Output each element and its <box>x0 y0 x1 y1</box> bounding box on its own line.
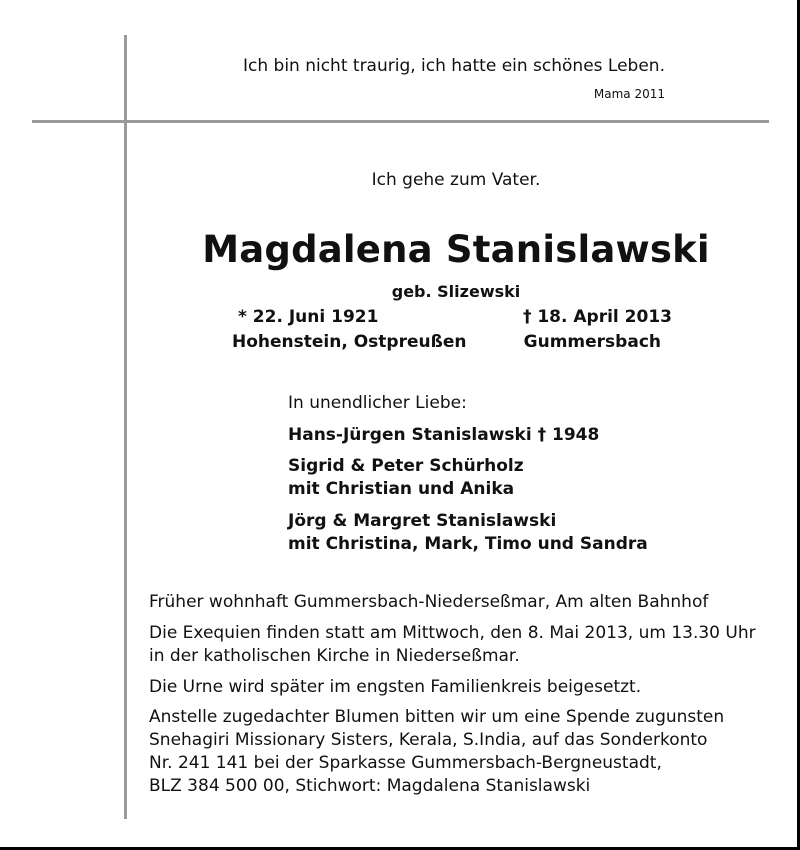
maiden-name: geb. Slizewski <box>391 282 521 301</box>
notice-line: Snehagiri Missionary Sisters, Kerala, S.India, auf das Sonderkonto <box>149 730 708 750</box>
mourner-line: Hans-Jürgen Stanislawski † 1948 <box>288 425 600 445</box>
mourner-line: Jörg & Margret Stanislawski <box>288 511 557 531</box>
mourners-intro: In unendlicher Liebe: <box>288 393 467 413</box>
notice-line: in der katholischen Kirche in Niederseßmar. <box>149 646 520 666</box>
notice-line: Nr. 241 141 bei der Sparkasse Gummersbach-Bergneustadt, <box>149 753 662 773</box>
mourner-line: Sigrid & Peter Schürholz <box>288 456 524 476</box>
cross-vertical-beam <box>124 35 127 819</box>
intro-text: Ich gehe zum Vater. <box>371 170 541 190</box>
death-place: Gummersbach <box>523 332 661 352</box>
memorial-quote: Ich bin nicht traurig, ich hatte ein schönes Leben. <box>242 56 665 76</box>
death-date: † 18. April 2013 <box>522 307 672 327</box>
cross-horizontal-beam <box>32 120 769 123</box>
notice-line: Die Exequien finden statt am Mittwoch, den 8. Mai 2013, um 13.30 Uhr <box>149 623 756 643</box>
notice-line: Anstelle zugedachter Blumen bitten wir um eine Spende zugunsten <box>149 707 725 727</box>
deceased-name: Magdalena Stanislawski <box>202 228 710 271</box>
notice-line: Früher wohnhaft Gummersbach-Niederseßmar, Am alten Bahnhof <box>149 592 709 612</box>
notice-line: BLZ 384 500 00, Stichwort: Magdalena Stanislawski <box>149 776 591 796</box>
notice-line: Die Urne wird später im engsten Familienkreis beigesetzt. <box>149 677 642 697</box>
quote-source: Mama 2011 <box>593 87 665 101</box>
birth-place: Hohenstein, Ostpreußen <box>232 332 467 352</box>
mourner-line: mit Christina, Mark, Timo und Sandra <box>288 534 648 554</box>
birth-date: * 22. Juni 1921 <box>238 307 379 327</box>
mourner-line: mit Christian und Anika <box>288 479 515 499</box>
